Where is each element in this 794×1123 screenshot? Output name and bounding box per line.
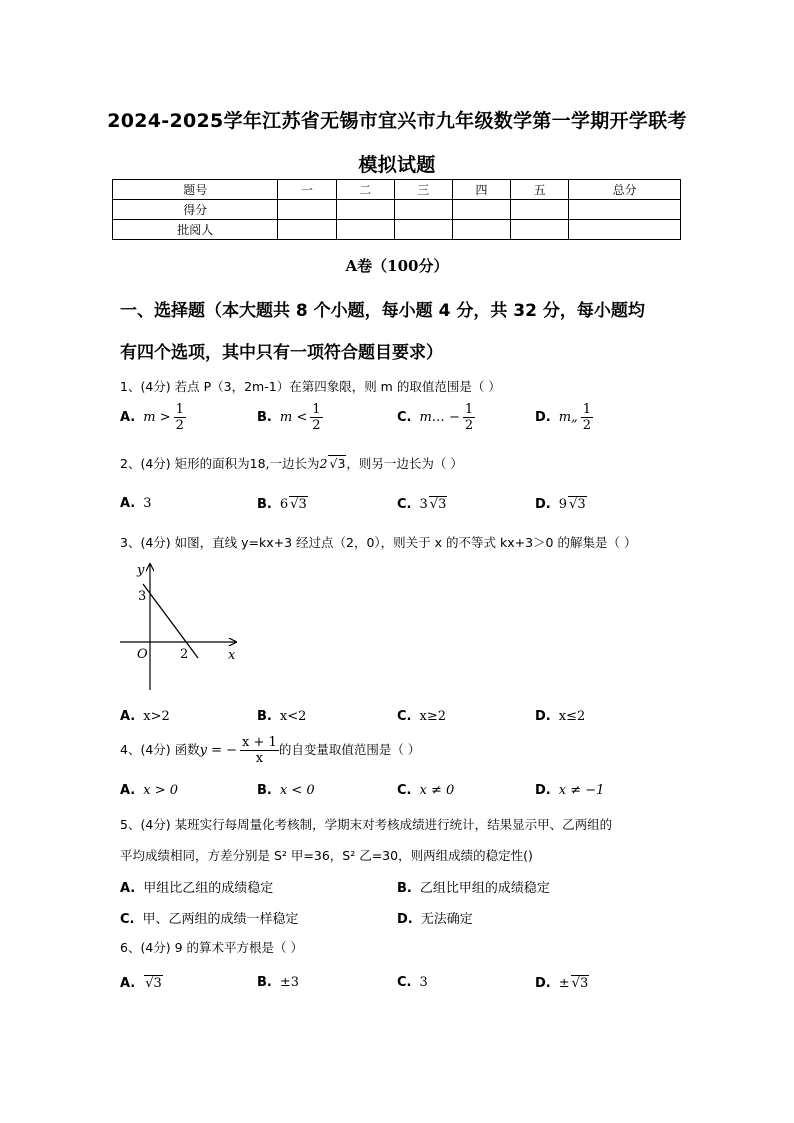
option-letter: D.: [535, 783, 551, 798]
q1-option-b[interactable]: [257, 402, 323, 433]
page-title-line1: 2024-2025学年江苏省无锡市宜兴市九年级数学第一学期开学联考: [107, 110, 687, 132]
option-letter: C.: [397, 975, 412, 990]
q1-option-a[interactable]: [120, 402, 186, 433]
score-row-label: 得分: [113, 200, 278, 220]
q2-option-c[interactable]: [397, 496, 447, 512]
option-letter: A.: [120, 783, 136, 798]
option-letter: B.: [257, 497, 272, 512]
option-letter: D.: [535, 497, 551, 512]
option-letter: B.: [397, 881, 412, 896]
origin-label: O: [137, 647, 148, 662]
score-cell[interactable]: [394, 200, 452, 220]
score-row-label: 批阅人: [113, 220, 278, 240]
q3-option-a[interactable]: [120, 709, 170, 724]
score-table-header-cell: 总分: [569, 180, 681, 200]
fraction-denominator: 2: [464, 418, 474, 433]
score-table-header-cell: 四: [452, 180, 510, 200]
option-coefficient: 3: [419, 497, 428, 512]
score-table-header-cell: 一: [278, 180, 336, 200]
sqrt-symbol: √3: [569, 497, 586, 512]
score-table-header-cell: 三: [394, 180, 452, 200]
radicand: 3: [438, 497, 447, 512]
option-letter: C.: [120, 912, 135, 927]
question-3-graph: [112, 558, 242, 693]
sqrt-symbol: √3: [571, 976, 589, 991]
fraction-denominator: 2: [175, 418, 184, 433]
q2-option-a[interactable]: [120, 496, 152, 511]
score-cell[interactable]: [452, 220, 510, 240]
score-cell[interactable]: [336, 200, 394, 220]
question-6-stem: 6、(4分) 9 的算术平方根是（ ）: [120, 940, 304, 955]
score-table: [112, 179, 681, 240]
option-coefficient: 6: [279, 497, 289, 512]
score-cell[interactable]: [394, 220, 452, 240]
sqrt-symbol: √3: [145, 976, 162, 991]
option-text: x≥2: [419, 709, 446, 724]
score-table-header-row: [113, 180, 681, 200]
q6-option-a[interactable]: [120, 975, 163, 991]
section-heading-line2: 有四个选项，其中只有一项符合题目要求）: [120, 343, 443, 363]
radicand: 3: [337, 456, 346, 471]
fraction: [310, 402, 322, 433]
fraction-numerator: 1: [312, 402, 321, 417]
stem-text: ，则另一边长为（ ）: [346, 456, 463, 471]
q1-option-d[interactable]: [535, 402, 593, 433]
q4-option-d[interactable]: [535, 783, 604, 798]
page-title-line2: 模拟试题: [358, 154, 436, 176]
q6-option-b[interactable]: [257, 975, 299, 990]
score-cell[interactable]: [511, 200, 569, 220]
q2-option-d[interactable]: [535, 496, 587, 512]
sqrt-symbol: √3: [329, 456, 346, 471]
option-letter: C.: [397, 709, 412, 724]
score-table-header-cell: 五: [511, 180, 569, 200]
question-3-stem: 3、(4分) 如图，直线 y=kx+3 经过点（2，0），则关于 x 的不等式 kx+3＞0 的解集是（ ）: [120, 535, 637, 550]
sqrt-symbol: √3: [429, 497, 447, 512]
option-text: 甲、乙两组的成绩一样稳定: [142, 912, 299, 927]
option-letter: B.: [257, 709, 272, 724]
option-coefficient: 9: [558, 497, 568, 512]
fraction-numerator: 1: [175, 402, 184, 417]
option-letter: D.: [535, 709, 551, 724]
question-5-stem-line2: 平均成绩相同，方差分别是 S² 甲=36，S² 乙=30，则两组成绩的稳定性(): [120, 848, 533, 863]
option-letter: D.: [535, 410, 551, 425]
fraction: [581, 402, 593, 433]
option-text: x≤2: [558, 709, 586, 724]
option-letter: B.: [257, 783, 272, 798]
option-text: 无法确定: [420, 912, 473, 927]
stem-text: 4、(4分) 函数: [120, 742, 200, 757]
option-value: ±3: [279, 975, 300, 990]
option-letter: D.: [397, 912, 413, 927]
q6-option-d[interactable]: [535, 975, 589, 991]
q5-option-a[interactable]: [120, 877, 273, 896]
fraction-numerator: x + 1: [242, 735, 277, 750]
option-letter: A.: [120, 709, 136, 724]
question-5-stem-line1: 5、(4分) 某班实行每周量化考核制，学期末对考核成绩进行统计，结果显示甲、乙两组的: [120, 817, 613, 832]
sqrt-symbol: √3: [290, 497, 307, 512]
option-letter: A.: [120, 410, 136, 425]
fraction-denominator: 2: [312, 418, 321, 433]
stem-text: 的自变量取值范围是（ ）: [278, 742, 421, 757]
score-cell[interactable]: [278, 220, 336, 240]
fraction-denominator: x: [255, 751, 264, 766]
q4-option-c[interactable]: [397, 783, 454, 798]
option-text: x<2: [279, 709, 307, 724]
option-text: 甲组比乙组的成绩稳定: [143, 881, 274, 896]
q1-option-c[interactable]: [397, 402, 475, 433]
option-letter: D.: [535, 976, 551, 991]
option-math: m <: [279, 410, 308, 425]
radicand: 3: [153, 976, 162, 991]
question-1-stem: 1、(4分) 若点 P（3，2m-1）在第四象限，则 m 的取值范围是（ ）: [120, 379, 501, 394]
score-cell[interactable]: [278, 200, 336, 220]
q5-option-c[interactable]: [120, 908, 299, 927]
volume-heading: A卷（100分）: [345, 257, 449, 275]
score-cell[interactable]: [511, 220, 569, 240]
option-math: m„: [558, 410, 578, 425]
q3-option-b[interactable]: [257, 709, 306, 724]
score-cell[interactable]: [569, 200, 681, 220]
fraction-denominator: 2: [582, 418, 592, 433]
q4-option-b[interactable]: [257, 783, 315, 798]
fraction-numerator: 1: [582, 402, 592, 417]
fraction: [174, 402, 186, 433]
option-letter: C.: [397, 497, 412, 512]
q3-option-d[interactable]: [535, 709, 585, 724]
q6-option-c[interactable]: [397, 975, 428, 990]
function-fraction: [240, 735, 279, 766]
option-letter: B.: [257, 410, 272, 425]
score-cell[interactable]: [569, 220, 681, 240]
score-cell[interactable]: [336, 220, 394, 240]
option-math: m… −: [419, 410, 460, 425]
option-text: 乙组比甲组的成绩稳定: [419, 881, 550, 896]
fraction-numerator: 1: [464, 402, 474, 417]
function-prefix: y = −: [199, 743, 238, 758]
option-value: 3: [143, 496, 152, 511]
q3-option-c[interactable]: [397, 709, 446, 724]
x-axis-label: x: [228, 648, 236, 663]
question-2-stem: [120, 454, 463, 472]
fraction: [463, 402, 475, 433]
y-axis-label: y: [137, 563, 145, 578]
radicand: 3: [577, 497, 586, 512]
score-table-header-cell: 题号: [113, 180, 278, 200]
question-4-stem: [120, 735, 420, 766]
q4-option-a[interactable]: [120, 783, 178, 798]
option-letter: A.: [120, 976, 136, 991]
option-math: m >: [143, 410, 171, 425]
line-y-kx-3: [143, 584, 198, 658]
radicand: 3: [298, 497, 307, 512]
score-cell[interactable]: [452, 200, 510, 220]
q5-option-b[interactable]: [397, 877, 550, 896]
radicand: 3: [579, 976, 589, 991]
section-heading-line1: 一、选择题（本大题共 8 个小题，每小题 4 分，共 32 分，每小题均: [120, 301, 645, 321]
x-intercept-label: 2: [180, 647, 189, 662]
q2-option-b[interactable]: [257, 496, 308, 512]
stem-coefficient: 2: [319, 456, 328, 471]
option-letter: C.: [397, 410, 412, 425]
option-value: 3: [419, 975, 428, 990]
option-letter: C.: [397, 783, 412, 798]
stem-text: 2、(4分) 矩形的面积为18,一边长为: [120, 456, 320, 471]
option-math: x > 0: [143, 783, 179, 798]
option-text: x>2: [143, 709, 170, 724]
score-table-row: [113, 220, 681, 240]
option-letter: A.: [120, 496, 136, 511]
score-table-row: [113, 200, 681, 220]
q5-option-d[interactable]: [397, 908, 473, 927]
y-intercept-label: 3: [138, 589, 147, 604]
option-math: x ≠ −1: [558, 783, 605, 798]
option-letter: A.: [120, 881, 136, 896]
score-table-header-cell: 二: [336, 180, 394, 200]
option-prefix: ±: [558, 976, 570, 991]
option-math: x ≠ 0: [419, 783, 455, 798]
option-letter: B.: [257, 975, 272, 990]
option-math: x < 0: [279, 783, 315, 798]
